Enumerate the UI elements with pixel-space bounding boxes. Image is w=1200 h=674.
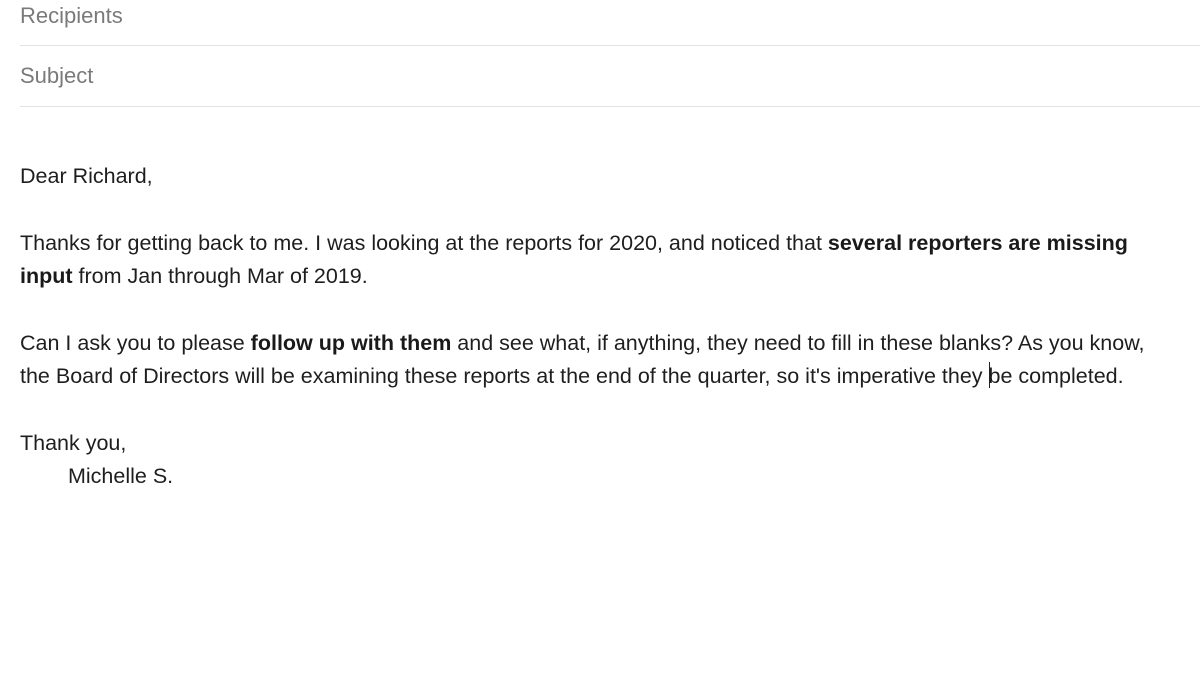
subject-input[interactable] bbox=[20, 61, 1200, 91]
paragraph-reports-text-2: from Jan through Mar of 2019. bbox=[72, 264, 368, 288]
recipients-field-row bbox=[20, 0, 1200, 46]
closing-line: Thank you, bbox=[20, 430, 127, 455]
paragraph-reports bbox=[20, 227, 1170, 294]
recipients-input[interactable] bbox=[20, 1, 1200, 31]
paragraph-follow-up-text-1: Can I ask you to please bbox=[20, 330, 251, 355]
message-body-editor[interactable] bbox=[20, 160, 1170, 494]
paragraph-reports-bold: several reporters are missing input bbox=[20, 230, 1128, 288]
paragraph-follow-up-bold: follow up with them bbox=[250, 330, 452, 355]
paragraph-follow-up bbox=[20, 327, 1170, 394]
paragraph-follow-up-text-2: and see what, if anything, they need to fill in these blanks? As you know, the Board of Directors will be examining these reports at the end of the quarter, so it's imperative they bbox=[20, 330, 1145, 388]
paragraph-reports-text-1: Thanks for getting back to me. I was looking at the reports for 2020, and noticed that bbox=[20, 230, 828, 255]
paragraph-follow-up-text-3: be completed. bbox=[988, 364, 1124, 388]
signature-name: Michelle S. bbox=[68, 464, 174, 488]
greeting-line: Dear Richard, bbox=[20, 164, 153, 188]
subject-field-row bbox=[20, 46, 1200, 107]
